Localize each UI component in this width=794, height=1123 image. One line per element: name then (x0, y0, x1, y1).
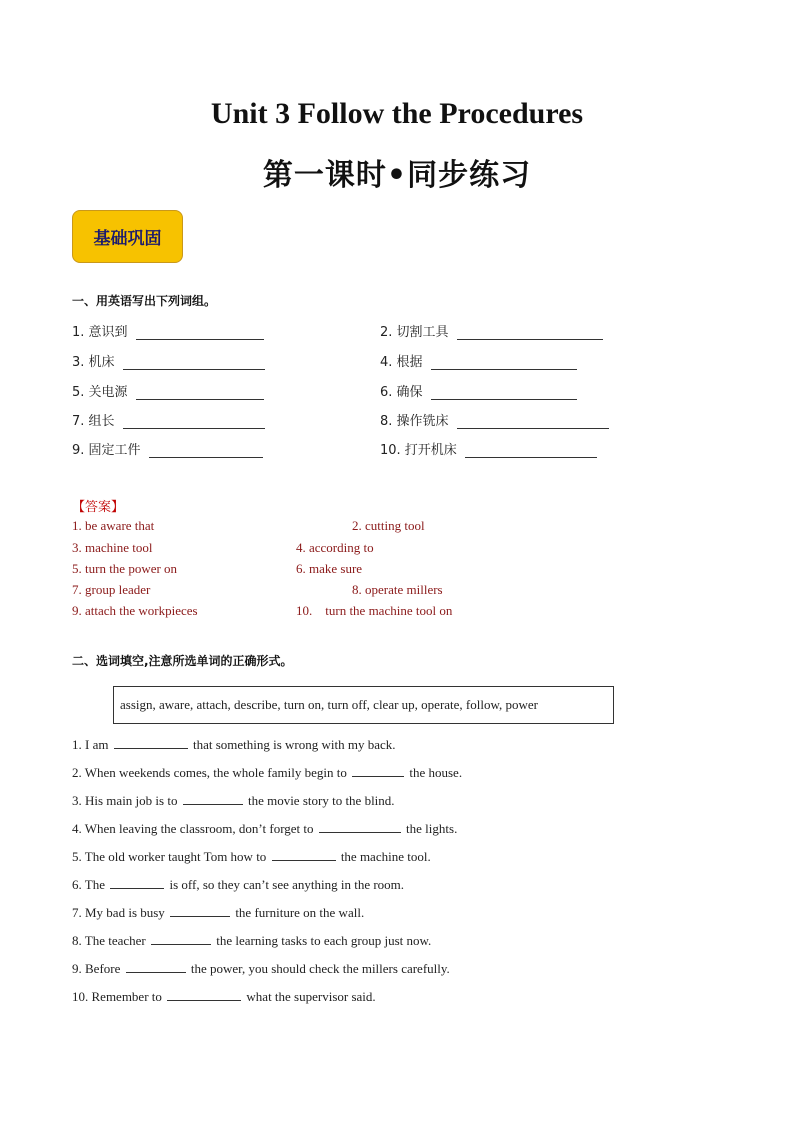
list-item (72, 351, 265, 370)
item-label: 3. 机床 (72, 355, 115, 370)
answer-blank[interactable] (136, 326, 264, 340)
sentence-item (72, 988, 376, 1005)
fill-blank[interactable] (319, 820, 401, 833)
list-item (380, 439, 597, 458)
sentence-before: 6. The (72, 877, 105, 892)
sentence-after: what the supervisor said. (246, 989, 376, 1004)
sentence-after: the house. (409, 765, 463, 780)
sentence-after: the machine tool. (340, 849, 431, 864)
sentence-item (72, 820, 457, 837)
answer-blank[interactable] (457, 326, 603, 340)
page-title-english: Unit 3 Follow the Procedures (210, 97, 584, 130)
item-label: 4. 根据 (380, 355, 423, 370)
fill-blank[interactable] (126, 960, 186, 973)
answer-item: 4. according to (296, 540, 374, 555)
sentence-before: 5. The old worker taught Tom how to (72, 849, 267, 864)
fill-blank[interactable] (151, 932, 211, 945)
list-item (380, 351, 577, 370)
answer-blank[interactable] (431, 356, 577, 370)
list-item (72, 439, 263, 458)
answer-blank[interactable] (123, 415, 265, 429)
word-bank-text: assign, aware, attach, describe, turn on, turn off, clear up, operate, follow, power (120, 697, 539, 712)
sentence-after: that something is wrong with my back. (192, 737, 396, 752)
sentence-before: 2. When weekends comes, the whole family begin to (72, 765, 347, 780)
sentence-before: 8. The teacher (72, 933, 146, 948)
answer-blank[interactable] (149, 444, 263, 458)
answer-item: 8. operate millers (352, 582, 443, 597)
item-label: 8. 操作铣床 (380, 414, 449, 429)
sentence-item (72, 876, 404, 893)
sentence-after: the learning tasks to each group just now. (216, 933, 432, 948)
fill-blank[interactable] (110, 876, 164, 889)
answer-item: 5. turn the power on (72, 561, 178, 576)
sentence-after: the movie story to the blind. (247, 793, 395, 808)
sentence-item (72, 904, 364, 921)
section-badge (72, 210, 183, 263)
sentence-after: is off, so they can’t see anything in the room. (169, 877, 405, 892)
list-item (380, 410, 609, 429)
sentence-item (72, 764, 462, 781)
sentence-item (72, 792, 395, 809)
section2-heading: 二、选词填空,注意所选单词的正确形式。 (72, 654, 293, 668)
fill-blank[interactable] (183, 792, 243, 805)
sentence-item (72, 848, 431, 865)
list-item (380, 381, 577, 400)
sentence-before: 7. My bad is busy (72, 905, 165, 920)
answer-blank[interactable] (431, 386, 577, 400)
fill-blank[interactable] (272, 848, 336, 861)
sentence-before: 9. Before (72, 961, 121, 976)
sentence-before: 3. His main job is to (72, 793, 178, 808)
sentence-before: 10. Remember to (72, 989, 162, 1004)
page-title-chinese: 第一课时•同步练习 (262, 158, 532, 193)
sentence-after: the power, you should check the millers carefully. (190, 961, 450, 976)
answer-item: 1. be aware that (72, 518, 155, 533)
item-label: 2. 切割工具 (380, 325, 449, 340)
sentence-after: the furniture on the wall. (235, 905, 365, 920)
answer-item: 10. turn the machine tool on (296, 603, 453, 618)
fill-blank[interactable] (167, 988, 241, 1001)
answer-item: 2. cutting tool (352, 518, 425, 533)
item-label: 9. 固定工件 (72, 443, 141, 458)
list-item (72, 381, 264, 400)
word-bank-box (113, 686, 614, 724)
answer-blank[interactable] (457, 415, 609, 429)
item-label: 10. 打开机床 (380, 443, 457, 458)
item-label: 1. 意识到 (72, 325, 128, 340)
fill-blank[interactable] (114, 736, 188, 749)
sentence-after: the lights. (406, 821, 458, 836)
sentence-before: 1. I am (72, 737, 109, 752)
sentence-item (72, 932, 431, 949)
section1-heading: 一、用英语写出下列词组。 (72, 294, 217, 308)
answer-blank[interactable] (465, 444, 597, 458)
sentence-item (72, 960, 450, 977)
sentence-item (72, 736, 396, 753)
item-label: 7. 组长 (72, 414, 115, 429)
answer-item: 9. attach the workpieces (72, 603, 198, 618)
list-item (380, 321, 603, 340)
answer-blank[interactable] (136, 386, 264, 400)
answer-item: 7. group leader (72, 582, 151, 597)
sentence-before: 4. When leaving the classroom, don’t forget to (72, 821, 314, 836)
answer-heading: 【答案】 (72, 500, 125, 515)
item-label: 5. 关电源 (72, 385, 128, 400)
list-item (72, 410, 265, 429)
section-badge-label: 基础巩固 (93, 229, 162, 249)
answer-item: 6. make sure (296, 561, 363, 576)
answer-blank[interactable] (123, 356, 265, 370)
answer-item: 3. machine tool (72, 540, 153, 555)
list-item (72, 321, 264, 340)
fill-blank[interactable] (170, 904, 230, 917)
fill-blank[interactable] (352, 764, 404, 777)
item-label: 6. 确保 (380, 385, 423, 400)
